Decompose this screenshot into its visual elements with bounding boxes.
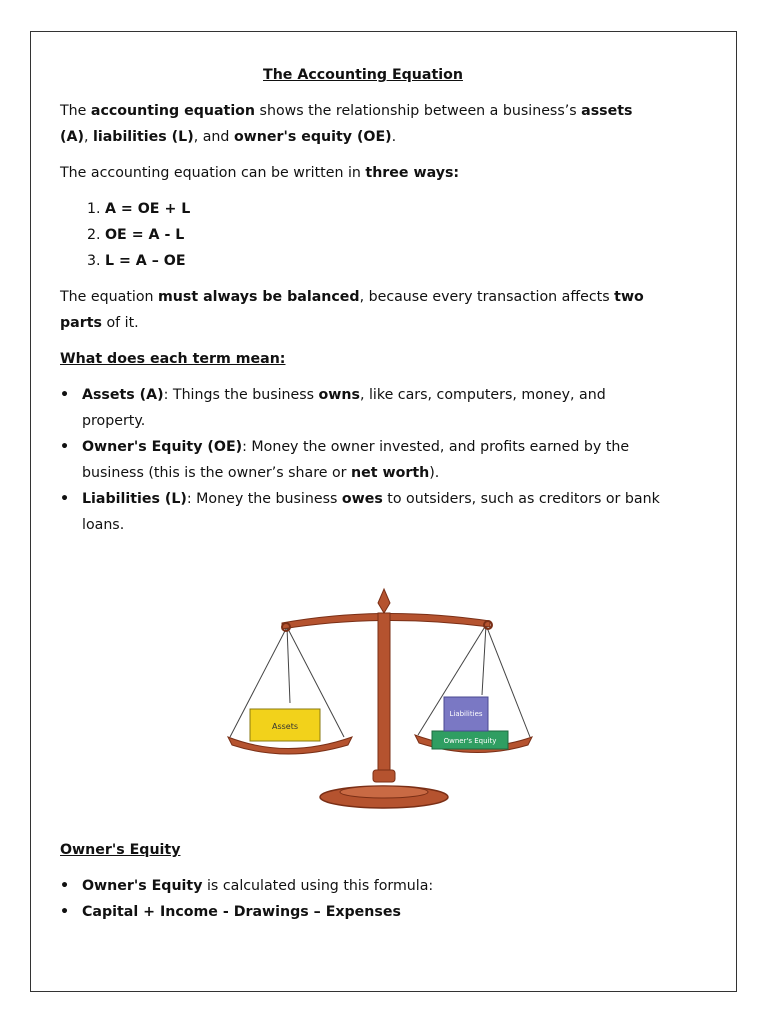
ways-bold: three ways: bbox=[365, 165, 460, 181]
term-name: Owner's Equity (OE) bbox=[82, 439, 243, 455]
intro-text-3: , bbox=[83, 129, 93, 145]
balanced-text-3: of it. bbox=[101, 315, 139, 331]
equation-item: 1. A = OE + L bbox=[105, 196, 660, 222]
term-name: Liabilities (L) bbox=[82, 491, 187, 507]
scale-pillar-foot bbox=[373, 770, 395, 782]
term-text: to outsiders, such as creditors or bank loans. bbox=[82, 491, 660, 533]
term-bold: owns bbox=[318, 387, 360, 403]
intro-text-2: shows the relationship between a business’s bbox=[255, 103, 582, 119]
document-title: The Accounting Equation bbox=[263, 67, 463, 83]
balanced-text-2: , because every transaction affects bbox=[359, 289, 615, 305]
scale-finial bbox=[378, 589, 390, 613]
bullet-icon: • bbox=[60, 904, 70, 920]
scale-string bbox=[486, 625, 530, 737]
assets-box-label: Assets bbox=[271, 722, 299, 731]
bullet-icon: • bbox=[60, 387, 70, 403]
ways-paragraph bbox=[60, 160, 660, 186]
term-bold: owes bbox=[341, 491, 383, 507]
equation-item: 2. OE = A - L bbox=[105, 222, 660, 248]
term-bold: net worth bbox=[351, 465, 430, 481]
equation-item: 3. L = A – OE bbox=[105, 248, 660, 274]
term-name: Assets (A) bbox=[82, 387, 164, 403]
term-text: : Money the business bbox=[186, 491, 342, 507]
term-text: : Things the business bbox=[163, 387, 319, 403]
oe-item-bold: Owner's Equity bbox=[82, 878, 203, 894]
intro-text-4: , and bbox=[193, 129, 234, 145]
terms-heading-text: What does each term mean: bbox=[60, 351, 286, 367]
ways-text: The accounting equation can be written in bbox=[60, 165, 366, 181]
scale-string bbox=[287, 627, 290, 703]
balanced-bold-2: two parts bbox=[60, 289, 644, 331]
oe-list bbox=[60, 873, 660, 925]
balanced-bold-1: must always be balanced bbox=[158, 289, 360, 305]
balanced-paragraph bbox=[60, 284, 660, 336]
oe-item bbox=[60, 873, 660, 899]
balance-scale-illustration bbox=[220, 585, 540, 815]
term-text: : Money the owner invested, and profits earned by the business (this is the owner’s share or bbox=[82, 439, 630, 481]
document-body bbox=[60, 62, 660, 548]
intro-bold-3: liabilities (L) bbox=[92, 129, 194, 145]
liabilities-box-label: Liabilities bbox=[449, 710, 483, 718]
scale-base-top bbox=[340, 786, 428, 798]
bullet-icon: • bbox=[60, 878, 70, 894]
bullet-icon: • bbox=[60, 491, 70, 507]
balanced-text-1: The equation bbox=[60, 289, 159, 305]
term-item bbox=[60, 434, 660, 486]
intro-bold-1: accounting equation bbox=[90, 103, 256, 119]
owners-equity-section bbox=[60, 837, 660, 935]
owners-equity-box-label: Owner's Equity bbox=[443, 737, 497, 745]
oe-heading bbox=[60, 837, 660, 863]
intro-paragraph bbox=[60, 98, 660, 150]
term-text: ). bbox=[429, 465, 440, 481]
oe-item-text: is calculated using this formula: bbox=[202, 878, 434, 894]
terms-heading bbox=[60, 346, 660, 372]
term-item bbox=[60, 486, 660, 538]
intro-bold-2: assets (A) bbox=[60, 103, 633, 145]
terms-list bbox=[60, 382, 660, 538]
oe-item-bold: Capital + Income - Drawings – Expenses bbox=[82, 904, 401, 920]
bullet-icon: • bbox=[60, 439, 70, 455]
scale-string bbox=[482, 625, 486, 695]
oe-heading-text: Owner's Equity bbox=[60, 842, 181, 858]
term-text: , like cars, computers, money, and property. bbox=[82, 387, 606, 429]
intro-text-5: . bbox=[391, 129, 397, 145]
equations-list bbox=[60, 196, 660, 274]
balance-scale-icon bbox=[220, 585, 540, 815]
term-item bbox=[60, 382, 660, 434]
oe-item bbox=[60, 899, 660, 925]
intro-bold-4: owner's equity (OE) bbox=[233, 129, 392, 145]
intro-text-1: The bbox=[60, 103, 91, 119]
scale-pillar bbox=[378, 613, 390, 775]
